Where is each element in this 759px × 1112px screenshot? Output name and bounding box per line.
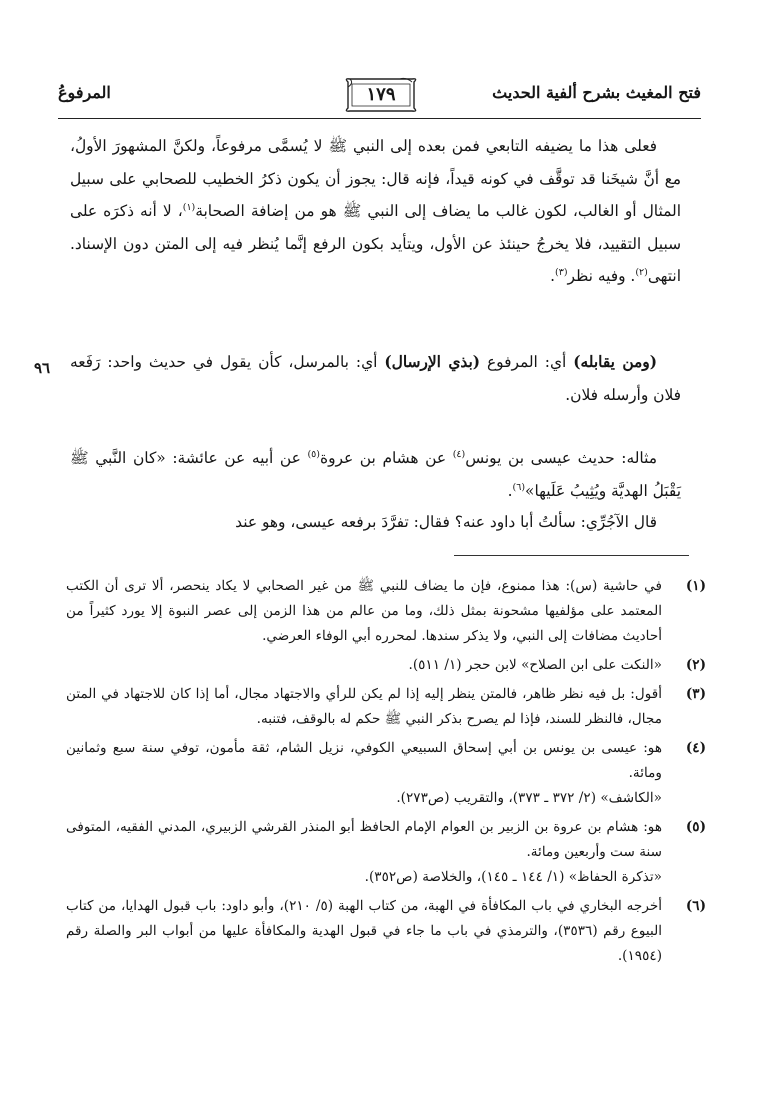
footnote-text [66, 653, 662, 678]
footnote-divider [454, 555, 689, 556]
footnote-line: في حاشية (س): هذا ممنوع، فإن ما يضاف للنبي ﷺ من غير الصحابي لا يكاد ينحصر، ألا ترى أن الكتب المعتمد على مؤلفيها مشحونة بمثل ذلك، وما من عالم من هذا الزمن إلى عصر النبوة إلا يورد كثيراً من أحاديث مضافات إلى النبي، ولا يذكر سندها. لمحرره أبي الوفاء العرضي. [66, 578, 662, 644]
page-number: ١٧٩ [366, 84, 396, 105]
footnote-line: «تذكرة الحفاظ» (١/ ١٤٤ ـ ١٤٥)، والخلاصة (ص٣٥٢). [364, 869, 662, 885]
footnote-number: (٣) [685, 686, 706, 702]
footnote-text [66, 736, 662, 811]
footnote-ref-5[interactable]: (٥) [307, 449, 320, 460]
footnote-text [66, 574, 662, 649]
footnote-ref-6[interactable]: (٦) [512, 481, 526, 493]
footnote-5 [66, 815, 706, 890]
text-run: عن أبيه عن عائشة: «كان النَّبي ﷺ يَقْبَلُ الهديَّة ويُثِيبُ عَلَيها» [70, 449, 681, 500]
footnote-number: (٢) [685, 657, 706, 673]
text-run: ، لا أنه ذكرَه على سبيل التقييد، فلا يخرجُ حينئذ عن الأول، ويتأيد بكون الرفع إنَّما يُنظر فيه إلى المتن دون الإسناد. انتهى [70, 202, 681, 285]
footnote-line: «الكاشف» (٢/ ٣٧٢ ـ ٣٧٣)، والتقريب (ص٢٧٣). [396, 790, 662, 806]
page-number-frame [342, 76, 420, 114]
book-title: فتح المغيث بشرح ألفية الحديث [492, 83, 701, 102]
text-run: أي: المرفوع [480, 353, 574, 371]
paragraph-4 [70, 506, 681, 539]
footnote-number: (٥) [685, 819, 706, 835]
text-run: مثاله: حديث عيسى بن يونس [465, 449, 657, 467]
footnote-text [66, 815, 662, 890]
text-run: . [507, 481, 513, 500]
footnote-number: (١) [685, 578, 706, 594]
footnote-ref-3[interactable]: (٣) [555, 267, 568, 278]
paragraph-3 [70, 442, 681, 507]
footnote-line: أخرجه البخاري في باب المكافأة في الهبة، من كتاب الهبة (٥/ ٢١٠)، وأبو داود: باب قبول الهدايا، من كتاب البيوع رقم (٣٥٣٦)، والترمذي في باب ما جاء في قبول الهدية والمكافأة عليها من أبواب البر والصلة رقم (١٩٥٤). [66, 898, 663, 964]
text-run: فعلى هذا ما يضيفه التابعي فمن بعده إلى النبي ﷺ لا يُسمَّى مرفوعاً، ولكنَّ المشهورَ الأولُ، مع أنَّ شيخَنا قد توقَّف في كونه قيداً، فإنه قال: يجوز أن يكون ذكرُ الخطيب للصحابي على سبيل المثال أو الغالب، لكون غالب ما يضاف إلى النبي ﷺ هو من إضافة الصحابة [70, 137, 681, 220]
paragraph-2 [70, 346, 681, 411]
footnote-line: هو: هشام بن عروة بن الزبير بن العوام الإمام الحافظ أبو المنذر القرشي الزبيري، المدني الفقيه، المتوفى سنة ست وأربعين ومائة. [66, 819, 662, 860]
footnote-6 [66, 894, 706, 969]
paragraph-1 [70, 130, 681, 293]
footnote-line: هو: عيسى بن يونس بن أبي إسحاق السبيعي الكوفي، نزيل الشام، ثقة مأمون، توفي سنة سبع وثمانين ومائة. [66, 740, 662, 781]
text-run: عن هشام بن عروة [320, 449, 453, 467]
footnote-1 [66, 574, 706, 649]
footnote-line: أقول: بل فيه نظر ظاهر، فالمتن ينظر إليه إذا لم يكن للرأي والاجتهاد مجال، أما إذا كان للاجتهاد في المتن مجال، فالنظر للسند، فإذا لم يصرح بذكر النبي ﷺ حكم له بالوقف، فتنبه. [66, 686, 662, 727]
text-run: . وفيه نظر [567, 267, 636, 285]
footnote-text [66, 682, 662, 732]
matn-term: (بذي الإرسال) [384, 353, 481, 371]
page-header [58, 78, 701, 119]
section-title: المرفوعُ [58, 83, 111, 102]
footnote-ref-4[interactable]: (٤) [452, 449, 466, 460]
text-run: قال الآجُرِّي: سألتُ أبا داود عنه؟ فقال: تفرَّدَ برفعه عيسى، وهو عند [235, 513, 657, 531]
text-run: أي: بالمرسل، كأن يقول في حديث واحد: رَفَعه فلان وأرسله فلان. [70, 353, 681, 404]
footnote-4 [66, 736, 706, 811]
footnote-ref-1[interactable]: (١) [182, 202, 196, 213]
footnote-2 [66, 653, 706, 678]
footnote-number: (٦) [685, 898, 706, 914]
footnote-line: «النكت على ابن الصلاح» لابن حجر (١/ ٥١١). [408, 657, 662, 673]
footnote-ref-2[interactable]: (٢) [635, 267, 648, 278]
footnote-3 [66, 682, 706, 732]
text-run: . [550, 267, 555, 285]
footnote-number: (٤) [685, 740, 706, 756]
matn-term: (ومن يقابله) [573, 353, 657, 371]
footnotes [66, 574, 706, 973]
footnote-text [66, 894, 662, 969]
margin-page-reference: ٩٦ [34, 359, 51, 377]
